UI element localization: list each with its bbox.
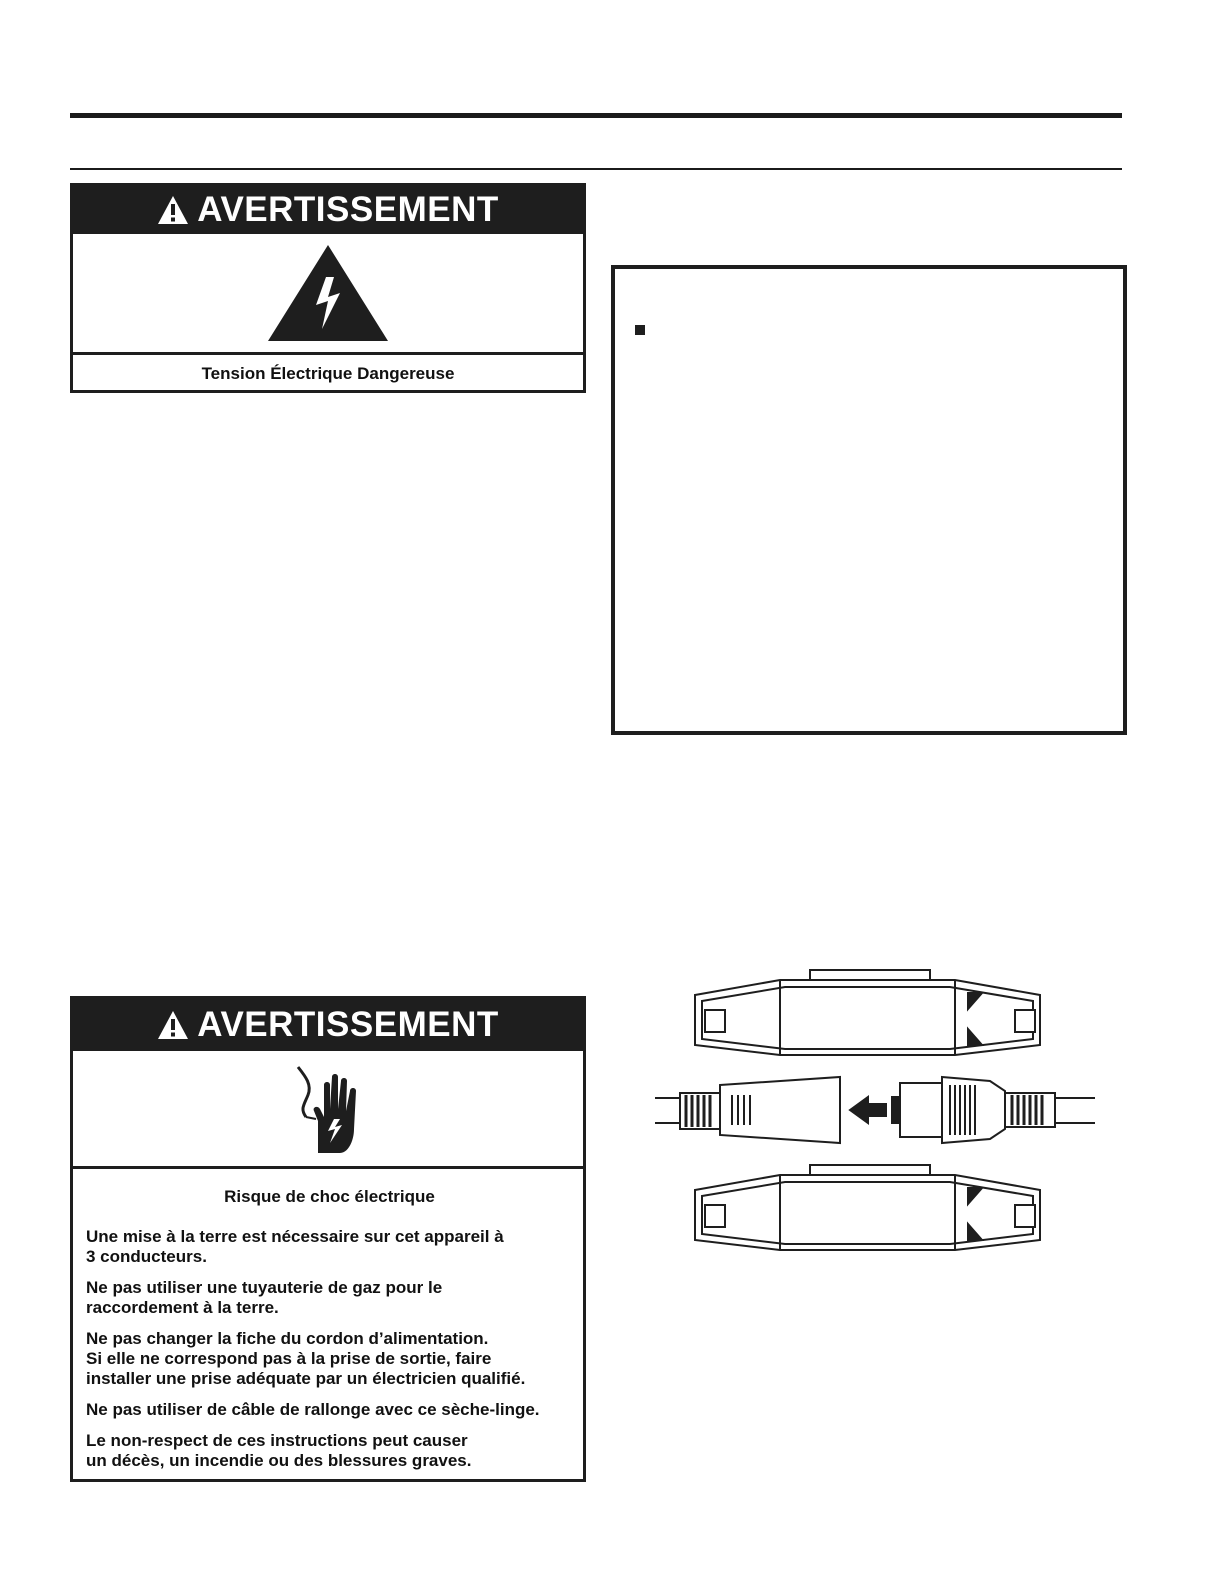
warning-body [73,1166,583,1479]
warning-paragraph: Une mise à la terre est nécessaire sur cet appareil à 3 conducteurs. [86,1227,504,1266]
warning-paragraph: Ne pas utiliser de câble de rallonge avec ce sèche-linge. [86,1400,540,1419]
connector-cover-bottom [695,1165,1040,1250]
warning-paragraph: Ne pas changer la fiche du cordon d’alimentation. Si elle ne correspond pas à la prise de sortie, faire installer une prise adéquate par un électricien qualifié. [86,1329,526,1388]
top-rule [70,113,1122,118]
warning-header [73,186,583,234]
warning-caption: Tension Électrique Dangereuse [73,352,583,390]
warning-triangle-icon [157,1010,189,1040]
power-cord-connector-cover-illustration [650,965,1100,1265]
high-voltage-icon [266,243,390,343]
warning-header [73,999,583,1051]
warning-symbol-area [73,234,583,352]
warning-header-label: AVERTISSEMENT [197,190,499,229]
info-box [611,265,1127,735]
warning-box-shock [70,996,586,1482]
warning-title: Risque de choc électrique [224,1187,435,1206]
warning-triangle-icon [157,195,189,225]
warning-paragraph: Le non-respect de ces instructions peut causer un décès, un incendie ou des blessures graves. [86,1431,472,1470]
section-rule [70,168,1122,170]
warning-paragraph: Ne pas utiliser une tuyauterie de gaz pour le raccordement à la terre. [86,1278,443,1317]
square-bullet-icon [635,325,645,335]
warning-box-voltage [70,183,586,393]
connector-cover-top [695,970,1040,1055]
warning-symbol-area [73,1051,583,1166]
warning-header-label: AVERTISSEMENT [197,1005,499,1044]
electric-shock-hand-icon [278,1063,378,1155]
cord-plug-assembly [655,1077,1095,1143]
